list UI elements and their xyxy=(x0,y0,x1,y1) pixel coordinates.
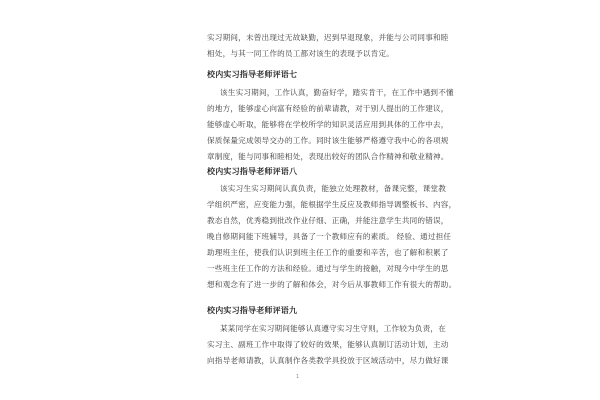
section-8-line: 晚自修期间能下班辅导，具备了一个教师应有的素质。 经验、通过担任 xyxy=(207,232,452,241)
section-8-line: 助理班主任，使我们认识到班主任工作的重要和辛苦，也了解和积累了 xyxy=(207,248,449,257)
section-8-line: 一些班主任工作的方法和经验。通过与学生的接触，对现今中学生的思 xyxy=(207,264,449,273)
section-7-line: 保质保量完成领导交办的工作。同时该生能够严格遵守我中心的各项规 xyxy=(207,136,449,145)
section-8-line: 该实习生实习期间认真负责，能独立处理教材，备课完整，课堂教 xyxy=(220,184,447,193)
section-9-line: 向指导老师请教，认真制作各类教学具投放于区域活动中，尽力做好课 xyxy=(207,356,449,365)
section-8-line: 想和观念有了进一步的了解和体会，对今后从事教师工作有很大的帮助。 xyxy=(207,280,457,289)
section-7-line: 的地方，能够虚心向富有经验的前辈请教，对于别人提出的工作建议， xyxy=(207,104,449,113)
section-heading-7: 校内实习指导老师评语七 xyxy=(207,69,298,79)
top-paragraph-line: 相处，与其一同工作的员工都对该生的表现予以肯定。 xyxy=(207,49,395,58)
top-paragraph-line: 实习期间，未曾出现过无故缺勤，迟到早退现象，并能与公司同事和睦 xyxy=(207,33,449,42)
section-7-line: 该生实习期间，工作认真，勤奋好学，踏实肯干，在工作中遇到不懂 xyxy=(220,88,454,97)
section-7-line: 章制度，能与同事和睦相处，表现出较好的团队合作精神和敬业精神。 xyxy=(207,152,449,161)
section-8-line: 学组织严密，应变能力强，能根据学生反应及教师指导调整板书、内容， xyxy=(207,200,457,209)
section-7-line: 能够虚心听取，能够将在学校所学的知识灵活应用到具体的工作中去， xyxy=(207,120,449,129)
section-8-line: 教态自然，优秀稳到批改作业仔细、正确，并能注意学生共同的错误， xyxy=(207,216,449,225)
section-heading-9: 校内实习指导老师评语九 xyxy=(207,305,298,315)
section-9-line: 实习主、副班工作中取得了较好的效果，能够认真制订活动计划，主动 xyxy=(207,340,449,349)
page-number: 1 xyxy=(296,374,300,380)
section-9-line: 某某同学在实习期间能够认真遵守实习生守则，工作较为负责，在 xyxy=(220,324,447,333)
section-heading-8: 校内实习指导老师评语八 xyxy=(207,166,298,176)
